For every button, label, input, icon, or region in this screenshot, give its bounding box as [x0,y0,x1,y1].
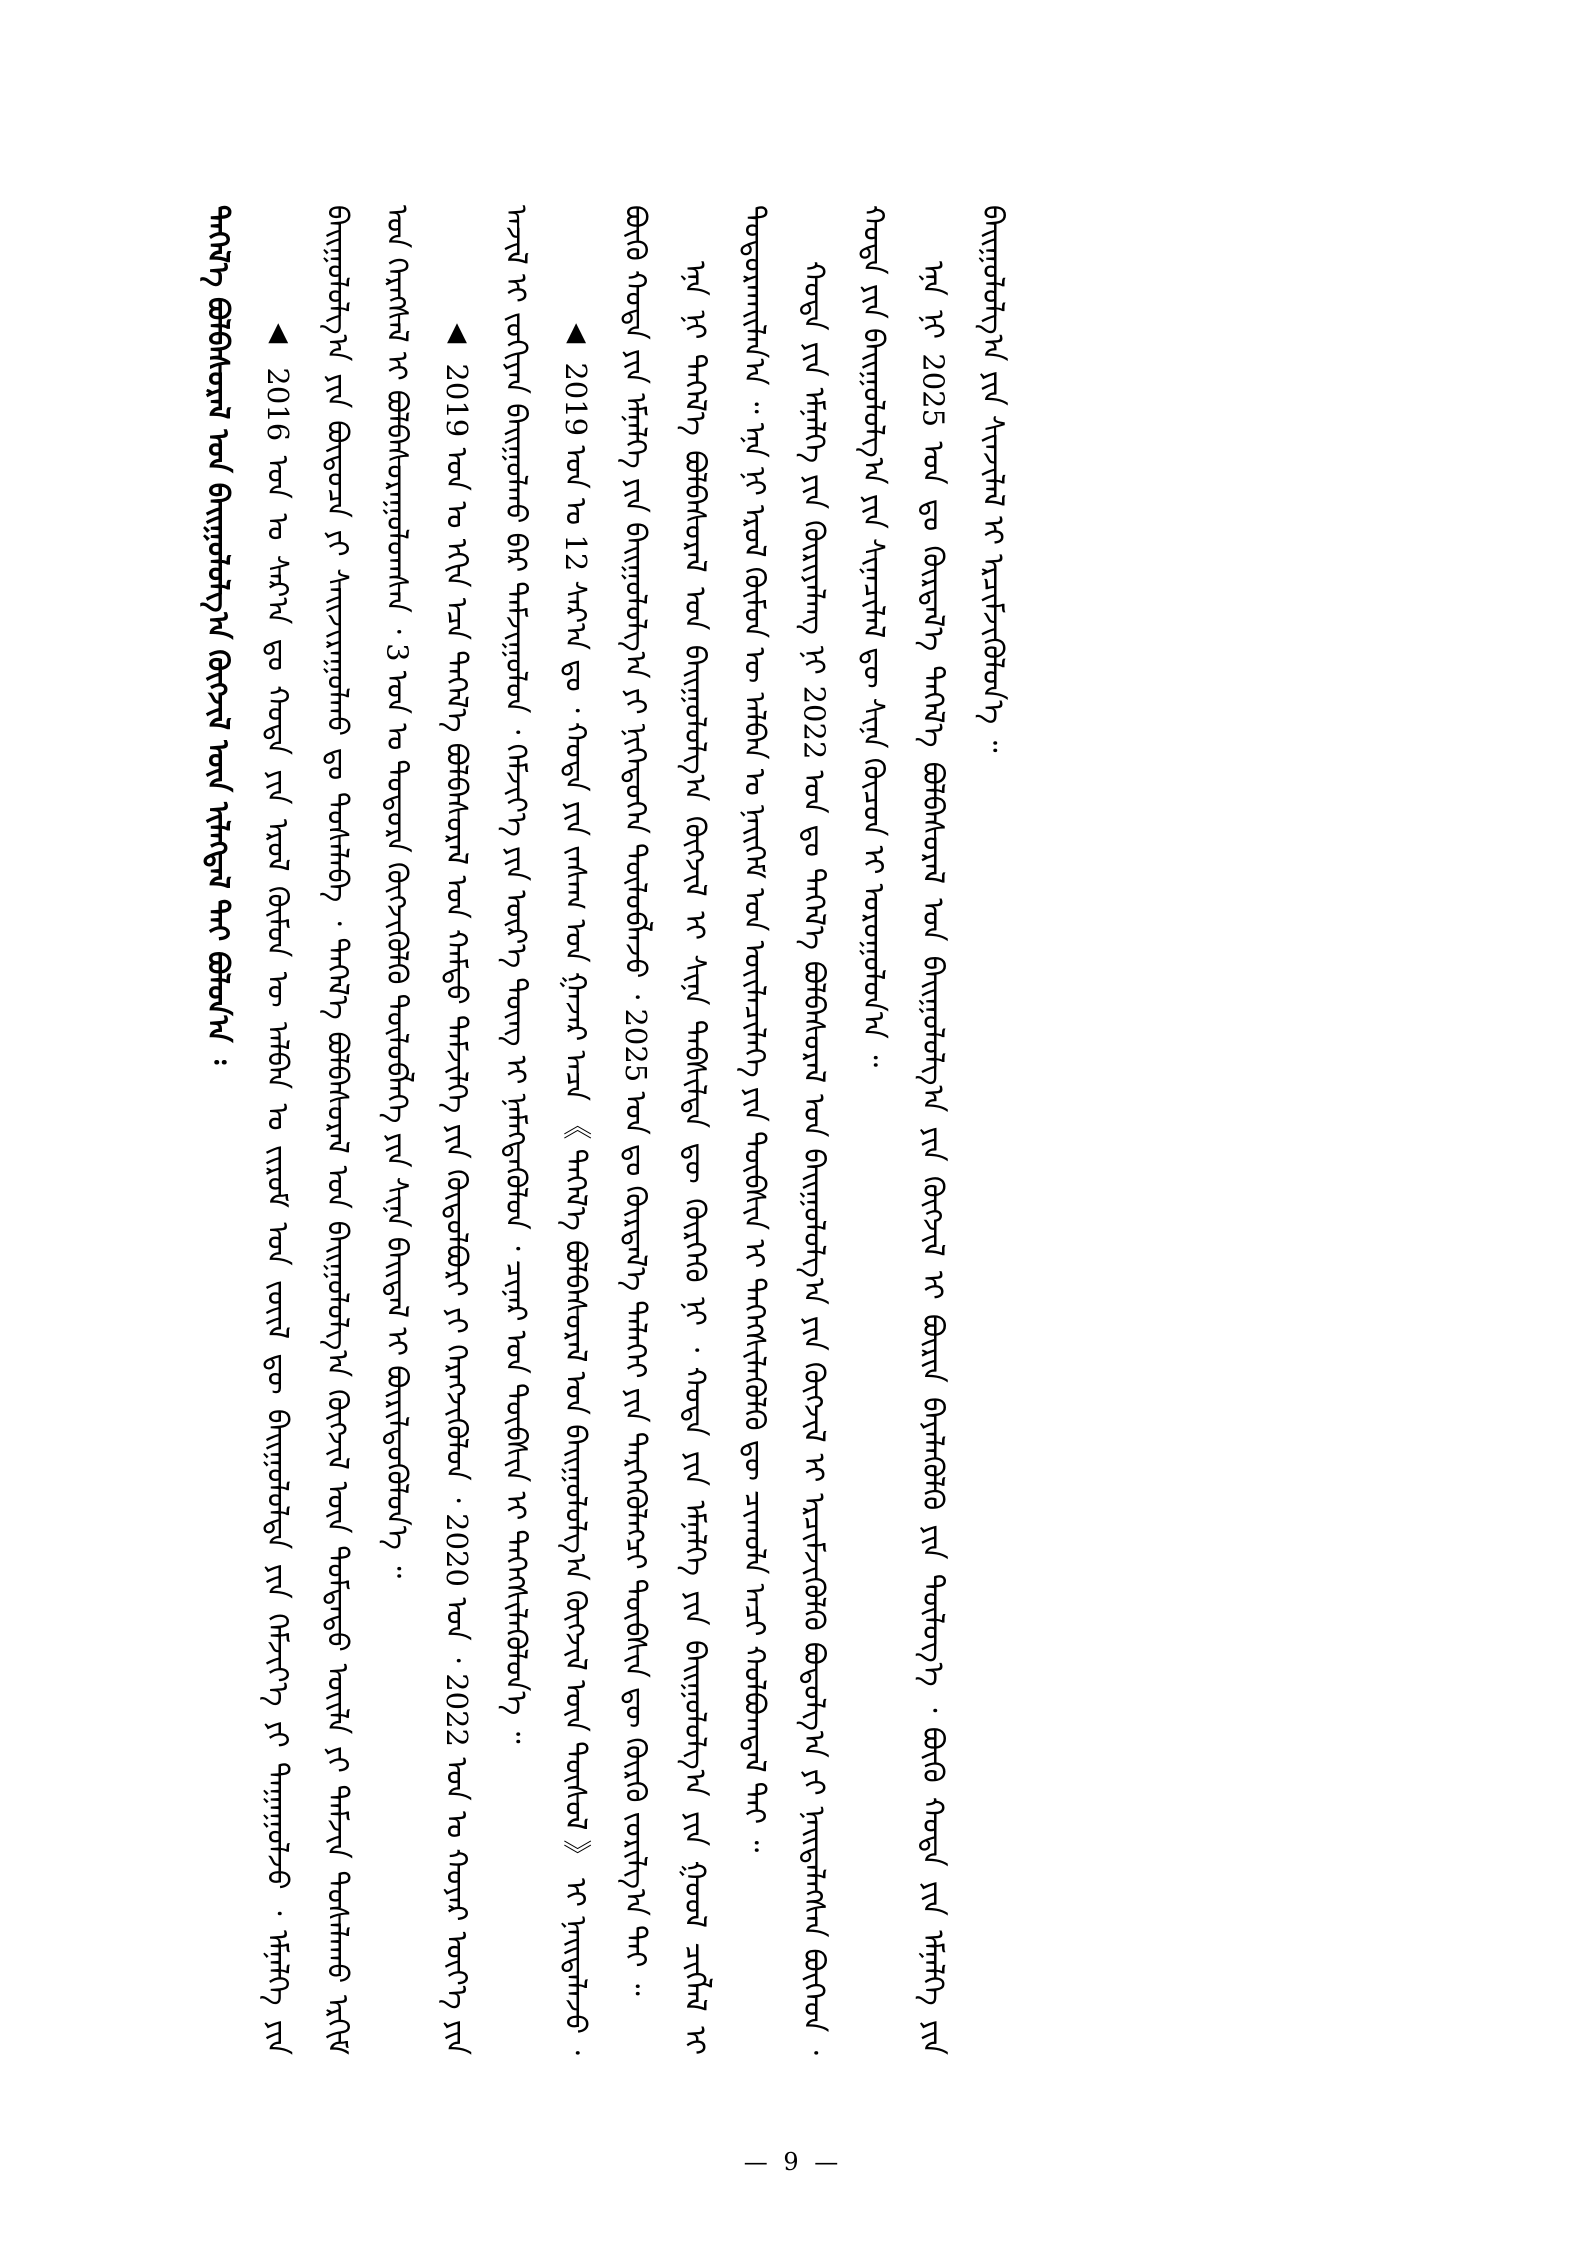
paragraph-6 [784,205,903,2055]
paragraph-5-text: ᠡᠨᠡ ᠨᠢ ᠲᠡᠭᠡᠯ᠎ᠡ ᠪᠣᠯᠪᠠᠰᠤᠷᠠᠯ ᠤᠨ ᠪᠠᠢᠭᠤᠯᠤᠯᠭ᠎ᠠ ᠬᠥᠭᠵᠢᠯ ᠢ ᠰᠢᠨᠡ ᠳᠡᠪᠰᠢᠯᠲᠡ ᠳᠦ ᠬᠦᠷᠭᠡᠬᠦ ᠨᠢ ᠂ ᠬᠣᠲᠠ ᠶᠢᠨ ᠡᠮᠨᠡᠯᠭᠡ ᠶᠢᠨ ᠪᠠᠢᠭᠤᠯᠤᠯᠭ᠎ᠠ ᠶᠢᠨ ᠭᠤᠤᠯ ᠴᠢᠭᠯᠡᠯ ᠢ ᠲᠣᠳᠤᠷᠬᠠᠢᠯᠠᠨ᠎ᠠ ᠃ ᠡᠨᠡ ᠨᠢ ᠡᠷᠦᠯ ᠬᠦᠮᠦᠨ ᠦ ᠠᠯᠪᠠᠨ ᠤ ᠨᠡᠢᠭᠡᠮ ᠤᠨ ᠦᠢᠯᠡᠴᠢᠯᠡᠭᠡ ᠶᠢᠨ ᠲᠦᠪᠰᠢᠨ ᠢ ᠳᠡᠭᠡᠭᠰᠢᠯᠡᠭᠦᠯᠬᠦ ᠳᠦ ᠴᠢᠬᠤᠯᠠ ᠠᠴᠢ ᠬᠣᠯᠪᠣᠭᠳᠠᠯ ᠲᠠᠢ ᠃ [678,205,772,2055]
paragraph-2-text: 2016 ᠣᠨ ᠤ ᠰᠠᠷ᠎ᠠ ᠳᠤ ᠬᠣᠲᠠ ᠶᠢᠨ ᠡᠷᠦᠯ ᠬᠦᠮᠦᠨ ᠦ ᠠᠯᠪᠠᠨ ᠤ ᠵᠢᠷᠤᠮ ᠤᠨ ᠵᠦᠢᠯ ᠳᠦ ᠪᠠᠢᠭᠤᠯᠤᠯᠲᠠ ᠶᠢᠨ ᠬᠡᠮᠵᠢᠶ᠎ᠡ ᠶᠢ ᠳᠠᠭᠠᠭᠤᠯᠵᠤ ᠂ ᠡᠮᠨᠡᠯᠭᠡ ᠶᠢᠨ ᠪᠠᠢᠭᠤᠯᠤᠯᠭ᠎ᠠ ᠶᠢᠨ ᠪᠦᠲᠦᠴᠡ ᠶᠢ ᠰᠠᠢᠵᠢᠷᠠᠭᠤᠯᠬᠤ ᠳᠤ ᠲᠤᠰᠠᠯᠠᠪᠠ ᠂ ᠲᠡᠭᠡᠯ᠎ᠡ ᠪᠣᠯᠪᠠᠰᠤᠷᠠᠯ ᠤᠨ ᠪᠠᠢᠭᠤᠯᠤᠯᠭ᠎ᠠ ᠬᠥᠭᠵᠢᠯ ᠦᠨ ᠳᠤᠮᠳᠠᠳᠤ ᠦᠢᠯᠡ ᠶᠢ ᠳᠡᠮᠵᠢᠨ ᠲᠤᠰᠠᠯᠠᠬᠤ ᠡᠷᠭᠢᠮ ᠤᠨ ᠬᠡᠷᠡᠭᠰᠡᠯ ᠢ ᠪᠣᠯᠪᠠᠰᠤᠷᠠᠭᠤᠯᠤᠭᠰᠠᠨ ᠂ 3 ᠣᠨ ᠤ ᠳᠣᠲᠣᠷᠠ ᠬᠥᠭᠵᠢᠭᠦᠯᠬᠦ ᠲᠥᠯᠥᠪᠯᠡᠭᠡ ᠶᠢᠨ ᠰᠢᠨᠡ ᠪᠠᠢᠳᠠᠯ ᠢ ᠪᠦᠷᠢᠯᠳᠦᠭᠦᠯᠦᠨ᠎ᠡ ᠃ [261,205,415,2055]
paragraph-7-text: ᠡᠨᠡ ᠨᠢ 2025 ᠣᠨ ᠳᠤ ᠬᠦᠷᠲᠡᠯ᠎ᠡ ᠲᠡᠭᠡᠯ᠎ᠡ ᠪᠣᠯᠪᠠᠰᠤᠷᠠᠯ ᠤᠨ ᠪᠠᠢᠭᠤᠯᠤᠯᠭ᠎ᠠ ᠶᠢᠨ ᠬᠥᠭᠵᠢᠯ ᠢ ᠪᠦᠷᠢᠨ ᠪᠡᠶᠡᠯᠡᠭᠦᠯᠬᠦ ᠶᠢᠨ ᠲᠥᠯᠥᠭ᠎ᠡ ᠂ ᠪᠦᠬᠦ ᠬᠣᠲᠠ ᠶᠢᠨ ᠡᠮᠨᠡᠯᠭᠡ ᠶᠢᠨ ᠪᠠᠢᠭᠤᠯᠤᠯᠭ᠎ᠠ ᠶᠢᠨ ᠰᠢᠨᠵᠢᠯᠡᠯ ᠢ ᠡᠷᠴᠢᠮᠵᠢᠭᠦᠯᠦᠨ᠎ᠡ ᠃ [916,205,1011,2055]
triangle-bullet-icon: ▲ [263,317,294,347]
paragraph-1 [188,205,248,2055]
paragraph-4-text: 2019 ᠣᠨ ᠤ 12 ᠰᠠᠷ᠎ᠠ ᠳᠤ ᠂ ᠬᠣᠲᠠ ᠶᠢᠨ ᠵᠠᠰᠠᠭ ᠤᠨ ᠭᠠᠵᠠᠷ ᠠᠴᠠ 《 ᠲᠡᠭᠡᠯ᠎ᠡ ᠪᠣᠯᠪᠠᠰᠤᠷᠠᠯ ᠤᠨ ᠪᠠᠢᠭᠤᠯᠤᠯᠭ᠎ᠠ ᠬᠥᠭᠵᠢᠯ ᠦᠨ ᠲᠥᠰᠥᠯ 》 ᠢ ᠨᠡᠢᠲᠡᠯᠡᠵᠦ ᠂ ᠪᠦᠬᠦ ᠬᠣᠲᠠ ᠶᠢᠨ ᠡᠮᠨᠡᠯᠭᠡ ᠶᠢᠨ ᠪᠠᠢᠭᠤᠯᠤᠯᠭ᠎ᠠ ᠶᠢ ᠨᠢᠭᠡᠳᠦᠭᠡᠨ ᠲᠥᠯᠥᠪᠯᠡᠵᠦ ᠂ 2025 ᠣᠨ ᠳᠤ ᠬᠦᠷᠲᠡᠯ᠎ᠡ ᠳᠡᠯᠡᠬᠡᠢ ᠶᠢᠨ ᠲᠡᠷᠭᠡᠭᠦᠯᠡᠭᠴᠢ ᠲᠦᠪᠰᠢᠨ ᠳᠦ ᠬᠦᠷᠬᠦ ᠵᠣᠷᠢᠯᠭ᠎ᠠ ᠲᠠᠢ ᠃ [559,205,653,2055]
page-number: — 9 — [743,2148,843,2176]
paragraph-5 [665,205,784,2055]
paragraph-7 [903,205,1022,2055]
paragraph-1-text: ᠲᠡᠭᠡᠯ᠎ᠡ ᠪᠣᠯᠪᠠᠰᠤᠷᠠᠯ ᠤᠨ ᠪᠠᠢᠭᠤᠯᠤᠯᠭ᠎ᠠ ᠬᠥᠭᠵᠢᠯ ᠦᠨ ᠢᠯᠡᠭᠳᠡᠯ ᠲᠠᠢ ᠪᠣᠯᠤᠨ᠎ᠠ ᠄ [201,205,236,1065]
body-text [188,205,1378,2055]
paragraph-3 [426,205,545,2055]
paragraph-4 [546,205,665,2055]
paragraph-2 [248,205,427,2055]
triangle-bullet-icon: ▲ [441,317,472,347]
paragraph-3-text: 2019 ᠣᠨ ᠤ ᠡᠬᠢᠨ ᠡᠴᠡ ᠲᠡᠭᠡᠯ᠎ᠡ ᠪᠣᠯᠪᠠᠰᠤᠷᠠᠯ ᠤᠨ ᠬᠠᠮᠲᠤ ᠳᠡᠮᠵᠢᠯᠭᠡ ᠶᠢᠨ ᠬᠥᠲᠥᠯᠪᠦᠷᠢ ᠶᠢ ᠬᠡᠷᠡᠭᠵᠢᠭᠦᠯᠦᠨ ᠂ 2020 ᠣᠨ ᠂ 2022 ᠣᠨ ᠤ ᠬᠣᠶᠠᠷ ᠦᠶ᠎ᠡ ᠶᠢᠨ ᠠᠵᠢᠯ ᠢ ᠵᠣᠬᠢᠶᠠᠨ ᠪᠠᠢᠭᠤᠯᠬᠤ ᠪᠠᠷ ᠳᠠᠮᠵᠢᠭᠤᠯᠤᠨ ᠂ ᠬᠡᠮᠵᠢᠶ᠎ᠡ ᠶᠢᠨ ᠦᠷ᠎ᠡ ᠳᠦᠩ ᠢ ᠨᠡᠮᠡᠭᠳᠡᠭᠦᠯᠦᠨ ᠂ ᠴᠢᠨᠠᠷ ᠤᠨ ᠲᠦᠪᠰᠢᠨ ᠢ ᠳᠡᠭᠡᠭᠰᠢᠯᠡᠭᠦᠯᠦᠨ᠎ᠡ ᠃ [439,205,534,2055]
triangle-bullet-icon: ▲ [561,317,592,347]
paragraph-6-text: ᠬᠣᠲᠠ ᠶᠢᠨ ᠡᠮᠨᠡᠯᠭᠡ ᠶᠢᠨ ᠬᠦᠷᠢᠶᠡᠯᠡᠩ ᠨᠢ 2022 ᠣᠨ ᠳᠤ ᠲᠡᠭᠡᠯ᠎ᠡ ᠪᠣᠯᠪᠠᠰᠤᠷᠠᠯ ᠤᠨ ᠪᠠᠢᠭᠤᠯᠤᠯᠭ᠎ᠠ ᠶᠢᠨ ᠬᠥᠭᠵᠢᠯ ᠢ ᠡᠷᠴᠢᠮᠵᠢᠭᠦᠯᠬᠦ ᠪᠣᠳᠣᠯᠭ᠎ᠠ ᠶᠢ ᠨᠡᠢᠲᠡᠯᠡᠭᠰᠡᠨ ᠪᠥᠭᠡᠳ ᠂ ᠬᠣᠲᠠ ᠶᠢᠨ ᠪᠠᠢᠭᠤᠯᠤᠯᠭ᠎ᠠ ᠶᠢᠨ ᠰᠢᠨᠡᠴᠢᠯᠡᠯ ᠳᠦ ᠰᠢᠨᠡ ᠬᠦᠴᠦᠨ ᠢ ᠣᠷᠣᠭᠤᠯᠤᠨ᠎ᠠ ᠃ [797,205,892,2055]
